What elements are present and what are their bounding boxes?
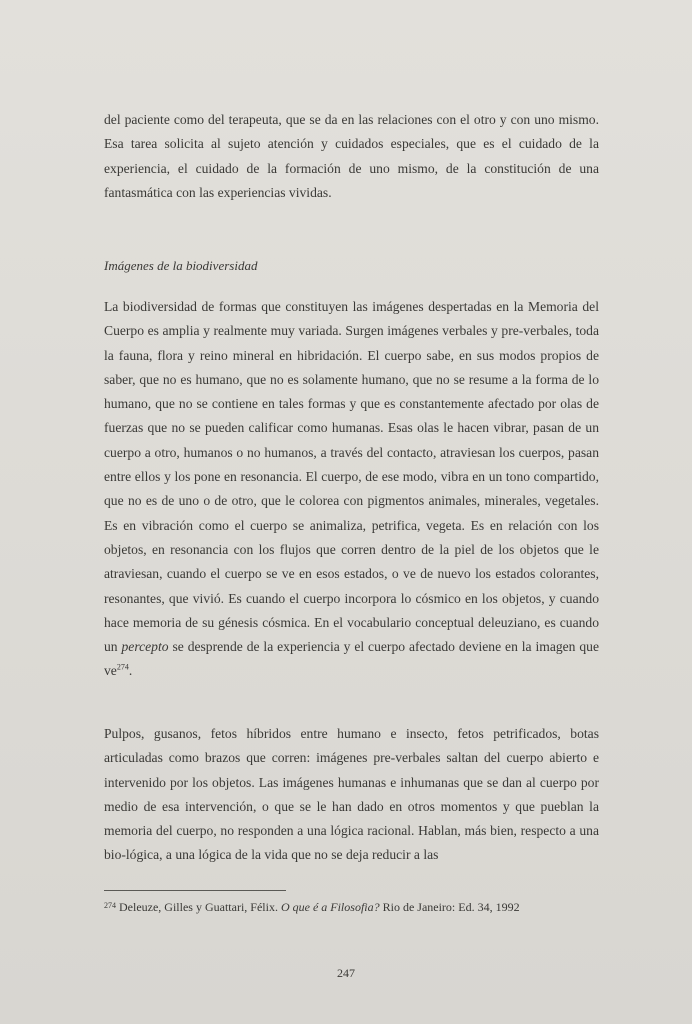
section-heading: Imágenes de la biodiversidad: [104, 258, 258, 273]
footnote-publication: Rio de Janeiro: Ed. 34, 1992: [382, 900, 520, 914]
paragraph-2-part3: .: [128, 663, 133, 679]
footnote-title: O que é a Filosofia?: [280, 900, 380, 914]
footnote-divider: [104, 890, 286, 891]
footnote-number: 274: [104, 901, 116, 910]
footnote-reference[interactable]: 274: [116, 662, 129, 672]
footnote: [104, 898, 599, 915]
paragraph-2-part2: se desprende de la experiencia y el cuerpo afectado deviene en la imagen que ve: [104, 639, 600, 679]
paragraph-2-part1: La biodiversidad de formas que constituyen las imágenes despertadas en la Memoria del Cuerpo es amplia y realmente muy variada. Surgen imágenes verbales y pre-verbales, toda la fauna, flora y reino mineral en hibridación. El cuerpo sabe, en sus modos propios de saber, que no es humano, que no es solamente humano, que no se resume a la forma de lo humano, que no se contiene en tales formas y que es constantemente afectado por olas de fuerzas que no se pueden calificar como humanas. Esas olas le hacen vibrar, pasan de un cuerpo a otro, humanos o no humanos, a través del contacto, atraviesan los cuerpos, pasan entre ellos y los pone en resonancia. El cuerpo, de ese modo, vibra en un tono compartido, que no es de uno o de otro, que le colorea con pigmentos animales, minerales, vegetales. Es en vibración como el cuerpo se animaliza, petrifica, vegeta. Es en relación con los objetos, en resonancia con los flujos que corren dentro de la piel de los objetos que le atraviesan, cuando el cuerpo se ve en esos estados, o ve de nuevo los estados colorantes, resonantes, que vivió. Es cuando el cuerpo incorpora lo cósmico en los objetos, y cuando hace memoria de su génesis cósmica. En el vocabulario conceptual deleuziano, es cuando un: [104, 299, 599, 655]
paragraph-continuation: [104, 108, 599, 205]
italic-term-percepto: percepto: [121, 639, 169, 655]
footnote-authors: Deleuze, Gilles y Guattari, Félix.: [119, 900, 278, 914]
paragraph-2-text: [104, 295, 599, 684]
paragraph-3-text: Pulpos, gusanos, fetos híbridos entre humano e insecto, fetos petrificados, botas articuladas como brazos que corren: imágenes pre-verbales saltan del cuerpo abierto e intervenido por los objetos. Las imágenes humanas e inhumanas que se dan al cuerpo por medio de esa intervención, o que se le han dado en otros momentos y que pueblan la memoria del cuerpo, no responden a una lógica racional. Hablan, más bien, respecto a una bio-lógica, a una lógica de la vida que no se deja reducir a las: [104, 726, 599, 863]
paragraph-images: [104, 722, 599, 868]
paragraph-biodiversity: [104, 295, 599, 684]
page-number: 247: [337, 966, 355, 980]
paragraph-1-text: del paciente como del terapeuta, que se da en las relaciones con el otro y con uno mismo. Esa tarea solicita al sujeto atención y cuidados especiales, que es el cuidado de la experiencia, el cuidado de la formación de uno mismo, de la constitución de una fantasmática con las experiencias vividas.: [104, 112, 599, 200]
